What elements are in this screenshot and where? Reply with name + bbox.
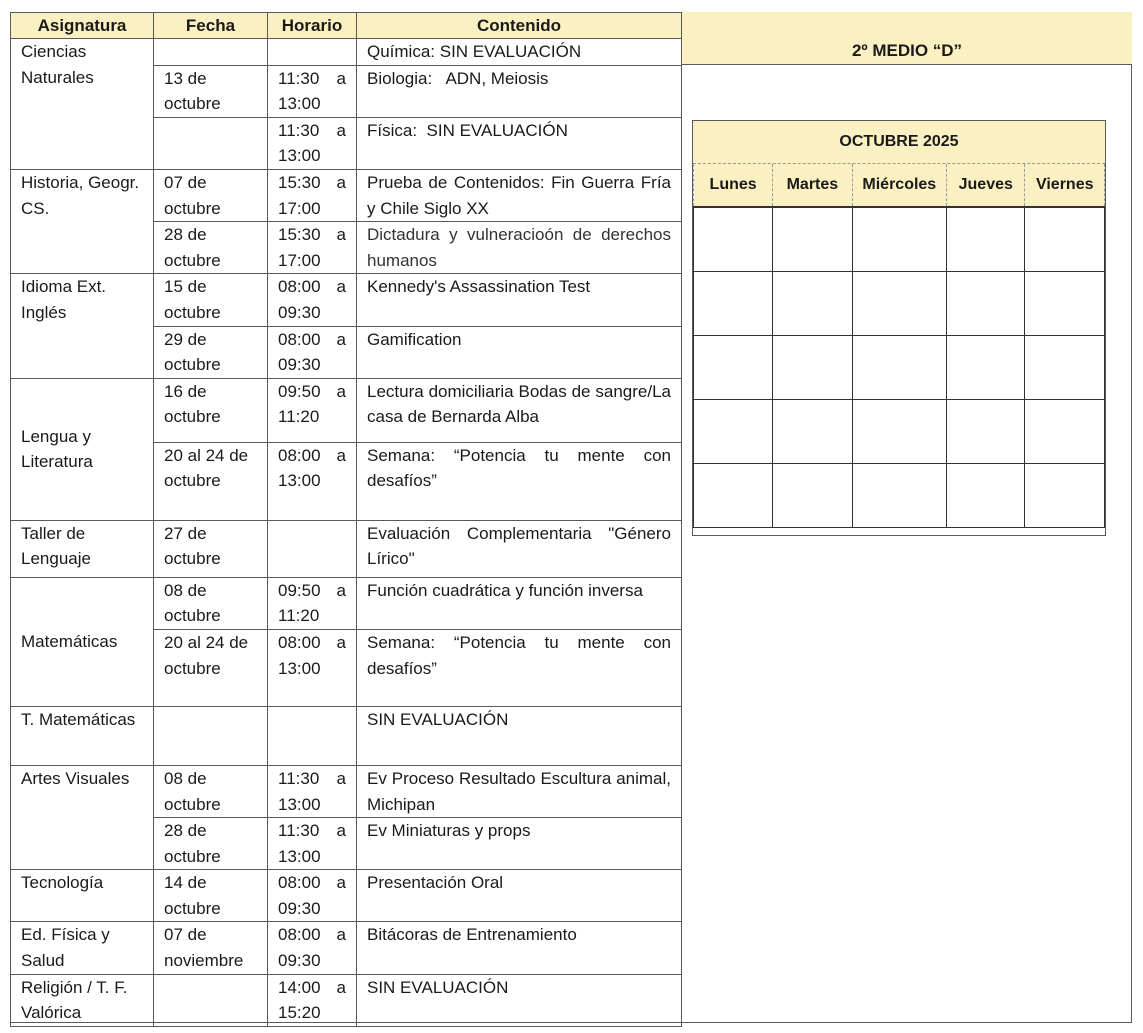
- date-cell: 15 de octubre: [154, 274, 268, 326]
- table-row: [11, 577, 682, 629]
- time-cell: 08:00 a 09:30: [268, 870, 357, 922]
- time-cell: 09:50 a 11:20: [268, 378, 357, 442]
- subject-ciencias-naturales: Ciencias Naturales: [11, 39, 154, 170]
- calendar-cell: [852, 464, 947, 528]
- date-cell: 20 al 24 de octubre: [154, 442, 268, 520]
- time-cell: [268, 39, 357, 66]
- subject-t-matematicas: T. Matemáticas: [11, 706, 154, 765]
- content-cell: Dictadura y vulneracioón de derechos humanos: [357, 222, 682, 274]
- date-cell: 13 de octubre: [154, 65, 268, 117]
- table-row: [11, 765, 682, 817]
- october-calendar: [692, 120, 1106, 536]
- time-cell: 11:30 a 13:00: [268, 117, 357, 169]
- content-cell: Evaluación Complementaria "Género Lírico": [357, 520, 682, 577]
- content-cell: SIN EVALUACIÓN: [357, 974, 682, 1026]
- date-cell: [154, 117, 268, 169]
- time-cell: [268, 706, 357, 765]
- subject-taller-lenguaje: Taller de Lenguaje: [11, 520, 154, 577]
- header-horario: Horario: [268, 13, 357, 39]
- table-row: [11, 870, 682, 922]
- date-cell: [154, 974, 268, 1026]
- date-cell: 20 al 24 de octubre: [154, 629, 268, 706]
- content-cell: Gamification: [357, 326, 682, 378]
- calendar-week-row: [694, 400, 1105, 464]
- time-cell: 15:30 a 17:00: [268, 222, 357, 274]
- time-cell: 08:00 a 13:00: [268, 442, 357, 520]
- date-cell: 08 de octubre: [154, 577, 268, 629]
- subject-historia: Historia, Geogr. CS.: [11, 169, 154, 273]
- date-cell: 16 de octubre: [154, 378, 268, 442]
- date-cell: 29 de octubre: [154, 326, 268, 378]
- evaluation-schedule-table: [10, 12, 682, 1027]
- calendar-cell: [852, 336, 947, 400]
- table-row: [11, 39, 682, 66]
- time-cell: 14:00 a 15:20: [268, 974, 357, 1026]
- content-cell: Química: SIN EVALUACIÓN: [357, 39, 682, 66]
- time-cell: [268, 520, 357, 577]
- content-cell: Biologia: ADN, Meiosis: [357, 65, 682, 117]
- time-cell: 15:30 a 17:00: [268, 169, 357, 221]
- date-cell: 14 de octubre: [154, 870, 268, 922]
- content-cell: Física: SIN EVALUACIÓN: [357, 117, 682, 169]
- subject-matematicas: Matemáticas: [11, 577, 154, 706]
- calendar-cell: [947, 400, 1025, 464]
- header-asignatura: Asignatura: [11, 13, 154, 39]
- content-cell: Ev Miniaturas y props: [357, 818, 682, 870]
- day-martes: Martes: [773, 164, 852, 207]
- content-cell: Presentación Oral: [357, 870, 682, 922]
- table-row: [11, 974, 682, 1026]
- calendar-week-row: [694, 207, 1105, 272]
- time-cell: 09:50 a 11:20: [268, 577, 357, 629]
- time-cell: 08:00 a 09:30: [268, 326, 357, 378]
- calendar-cell: [947, 464, 1025, 528]
- time-cell: 11:30 a 13:00: [268, 818, 357, 870]
- calendar-cell: [947, 336, 1025, 400]
- subject-ingles: Idioma Ext. Inglés: [11, 274, 154, 378]
- subject-tecnologia: Tecnología: [11, 870, 154, 922]
- table-row: [11, 520, 682, 577]
- calendar-cell: [773, 336, 852, 400]
- calendar-cell: [694, 272, 773, 336]
- calendar-cell: [694, 207, 773, 272]
- calendar-cell: [1025, 207, 1105, 272]
- date-cell: [154, 706, 268, 765]
- day-viernes: Viernes: [1025, 164, 1105, 207]
- header-contenido: Contenido: [357, 13, 682, 39]
- calendar-cell: [773, 464, 852, 528]
- content-cell: Kennedy's Assassination Test: [357, 274, 682, 326]
- header-fecha: Fecha: [154, 13, 268, 39]
- calendar-grid: [693, 164, 1105, 528]
- calendar-week-row: [694, 464, 1105, 528]
- time-cell: 08:00 a 13:00: [268, 629, 357, 706]
- calendar-header-row: [694, 164, 1105, 207]
- header-row: [11, 13, 682, 39]
- time-cell: 08:00 a 09:30: [268, 274, 357, 326]
- calendar-cell: [1025, 464, 1105, 528]
- subject-lengua: Lengua y Literatura: [11, 378, 154, 520]
- table-row: [11, 378, 682, 442]
- calendar-cell: [773, 207, 852, 272]
- calendar-week-row: [694, 336, 1105, 400]
- calendar-cell: [947, 272, 1025, 336]
- content-cell: Semana: “Potencia tu mente con desafíos”: [357, 442, 682, 520]
- content-cell: Función cuadrática y función inversa: [357, 577, 682, 629]
- date-cell: 08 de octubre: [154, 765, 268, 817]
- content-cell: Bitácoras de Entrenamiento: [357, 922, 682, 974]
- table-row: [11, 922, 682, 974]
- day-miercoles: Miércoles: [852, 164, 947, 207]
- day-jueves: Jueves: [947, 164, 1025, 207]
- time-cell: 11:30 a 13:00: [268, 65, 357, 117]
- content-cell: Ev Proceso Resultado Escultura animal, Michipan: [357, 765, 682, 817]
- calendar-cell: [694, 400, 773, 464]
- calendar-cell: [852, 272, 947, 336]
- calendar-cell: [947, 207, 1025, 272]
- calendar-title: OCTUBRE 2025: [693, 121, 1105, 164]
- calendar-cell: [1025, 400, 1105, 464]
- subject-religion: Religión / T. F. Valórica: [11, 974, 154, 1026]
- date-cell: 28 de octubre: [154, 222, 268, 274]
- table-row: [11, 169, 682, 221]
- course-title: 2º MEDIO “D”: [681, 12, 1132, 65]
- calendar-cell: [852, 207, 947, 272]
- calendar-week-row: [694, 272, 1105, 336]
- date-cell: 07 de octubre: [154, 169, 268, 221]
- calendar-cell: [1025, 336, 1105, 400]
- content-cell: Lectura domiciliaria Bodas de sangre/La casa de Bernarda Alba: [357, 378, 682, 442]
- content-cell: Prueba de Contenidos: Fin Guerra Fría y Chile Siglo XX: [357, 169, 682, 221]
- calendar-cell: [694, 464, 773, 528]
- date-cell: [154, 39, 268, 66]
- calendar-cell: [694, 336, 773, 400]
- table-row: [11, 274, 682, 326]
- date-cell: 27 de octubre: [154, 520, 268, 577]
- content-cell: Semana: “Potencia tu mente con desafíos”: [357, 629, 682, 706]
- table-row: [11, 706, 682, 765]
- time-cell: 08:00 a 09:30: [268, 922, 357, 974]
- subject-ed-fisica: Ed. Física y Salud: [11, 922, 154, 974]
- calendar-cell: [852, 400, 947, 464]
- time-cell: 11:30 a 13:00: [268, 765, 357, 817]
- date-cell: 07 de noviembre: [154, 922, 268, 974]
- content-cell: SIN EVALUACIÓN: [357, 706, 682, 765]
- calendar-cell: [1025, 272, 1105, 336]
- day-lunes: Lunes: [694, 164, 773, 207]
- date-cell: 28 de octubre: [154, 818, 268, 870]
- calendar-cell: [773, 272, 852, 336]
- calendar-cell: [773, 400, 852, 464]
- subject-artes-visuales: Artes Visuales: [11, 765, 154, 869]
